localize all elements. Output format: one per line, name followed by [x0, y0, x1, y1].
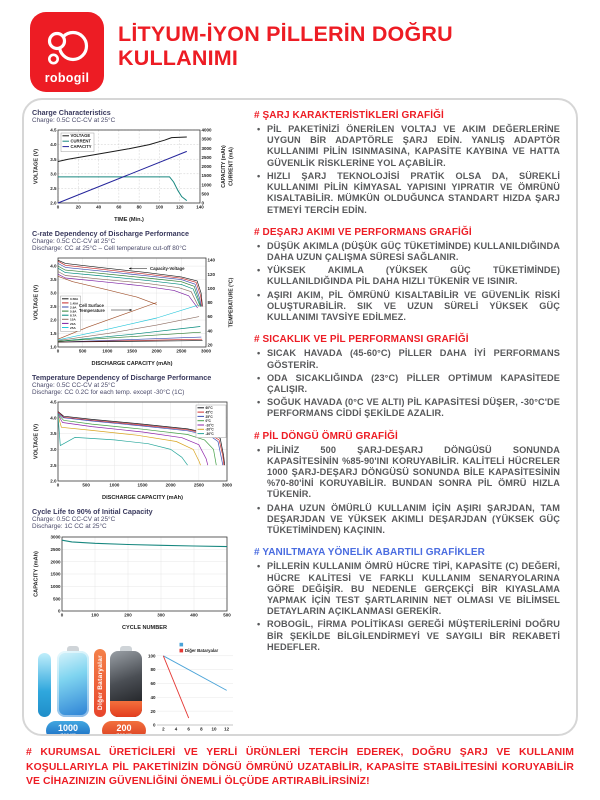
svg-text:1500: 1500 — [50, 571, 61, 577]
robogil-battery-image — [57, 651, 89, 717]
svg-text:0: 0 — [201, 200, 205, 206]
svg-text:4.0: 4.0 — [50, 142, 57, 148]
svg-text:2.0: 2.0 — [50, 317, 57, 323]
svg-text:2: 2 — [162, 726, 165, 732]
svg-text:CURRENT (mA): CURRENT (mA) — [228, 147, 235, 186]
svg-text:1000: 1000 — [109, 482, 120, 488]
svg-text:80: 80 — [150, 667, 156, 673]
svg-text:40: 40 — [96, 204, 102, 210]
svg-text:1500: 1500 — [201, 173, 212, 179]
svg-text:2500: 2500 — [193, 482, 204, 488]
svg-text:CYCLE NUMBER: CYCLE NUMBER — [121, 624, 168, 630]
svg-text:1000: 1000 — [102, 348, 113, 354]
svg-text:4.0: 4.0 — [50, 263, 57, 269]
svg-text:300: 300 — [157, 612, 165, 618]
svg-text:4: 4 — [174, 726, 178, 732]
section-heading: # ŞARJ KARAKTERİSTİKLERİ GRAFİĞİ — [254, 110, 444, 121]
section-misleading-charts — [254, 547, 560, 653]
svg-text:3000: 3000 — [201, 145, 212, 151]
charge-characteristics-block — [32, 108, 244, 222]
svg-text:CURRENT: CURRENT — [70, 138, 91, 144]
c-rate-discharge-chart — [32, 254, 236, 366]
svg-text:1.0: 1.0 — [50, 344, 57, 350]
svg-text:0.58A: 0.58A — [70, 297, 79, 302]
svg-text:TEMPERATURE (°C): TEMPERATURE (°C) — [228, 277, 235, 328]
svg-text:6: 6 — [187, 726, 190, 732]
svg-text:4000: 4000 — [201, 127, 212, 133]
svg-text:0: 0 — [152, 722, 156, 728]
good-cycles-value: 1000 — [57, 723, 79, 733]
svg-text:60: 60 — [207, 314, 213, 320]
svg-text:200: 200 — [124, 612, 132, 618]
svg-text:VOLTAGE (V): VOLTAGE (V) — [33, 148, 40, 185]
bullet: • ODA SICAKLIĞINDA (23°C) PİLLER OPTİMUM KAPASİTEDE ÇALIŞIR. — [267, 373, 560, 395]
section-discharge-performance — [254, 227, 560, 324]
svg-text:2.0: 2.0 — [50, 478, 57, 484]
header — [0, 0, 600, 98]
good-cycles-unit: dolum — [59, 733, 77, 736]
svg-text:140: 140 — [196, 204, 204, 210]
robogil-circles-icon — [44, 27, 90, 71]
svg-text:100: 100 — [155, 204, 164, 210]
svg-text:500: 500 — [52, 596, 61, 602]
svg-text:0: 0 — [56, 348, 60, 354]
chart-subtitle: Charge: 0.5C CC-CV at 25°C — [32, 382, 116, 389]
svg-text:0°C: 0°C — [205, 419, 211, 424]
svg-text:10: 10 — [211, 726, 217, 732]
svg-text:500: 500 — [201, 191, 210, 197]
section-heading: # PİL DÖNGÜ ÖMRÜ GRAFİĞİ — [254, 430, 398, 442]
svg-text:3.0: 3.0 — [50, 290, 57, 296]
svg-text:500: 500 — [78, 348, 87, 354]
temperature-discharge-block — [32, 373, 244, 500]
svg-text:3.0: 3.0 — [50, 171, 57, 177]
other-batteries-label-capsule — [94, 649, 106, 717]
svg-text:400: 400 — [190, 612, 198, 618]
svg-text:Cell Surface: Cell Surface — [79, 303, 104, 308]
svg-text:0: 0 — [56, 204, 60, 210]
svg-text:120: 120 — [207, 271, 216, 277]
svg-text:3.5: 3.5 — [50, 277, 57, 283]
svg-text:500: 500 — [223, 612, 231, 618]
svg-text:1500: 1500 — [137, 482, 148, 488]
low-charge-fill — [110, 701, 142, 717]
bullet: • PİLİNİZ 500 ŞARJ-DEŞARJ DÖNGÜSÜ SONUNDA KAPASİTESİNİN %85-90'INI KORUYABİLİR. KALİTELİ HÜCRELER 1000 ŞARJ-DEŞARJ DÖNGÜSÜ SONUNDA BİLE KAPASİTESİNİN %70-80'İNİ KORUYABİLİR. BUNDAN SONRA PİL ÖMRÜ HIZLA TÜKENİR. — [267, 445, 560, 501]
bullet: • DÜŞÜK AKIMLA (DÜŞÜK GÜÇ TÜKETİMİNDE) KULLANILDIĞINDA DAHA UZUN ÇALIŞMA SÜRESİ SAĞLANIR. — [267, 241, 560, 263]
bullet: • HIZLI ŞARJ TEKNOLOJİSİ PRATİK OLSA DA, SÜREKLİ KULLANIMI PİLİN KİMYASAL YAPISINI YIPRATIR VE ÖMRÜNÜ KISALTABİLİR. MÜMKÜN OLDUĞUNCA STANDART HIZDA ŞARJ ETMEYİ TERCİH EDİN. — [267, 171, 560, 216]
svg-text:VOLTAGE (V): VOLTAGE (V) — [33, 284, 40, 321]
svg-text:45°C: 45°C — [205, 410, 213, 415]
bullet: • DAHA UZUN ÖMÜRLÜ KULLANIM İÇİN AŞIRI ŞARJDAN, TAM DEŞARJDAN VE YÜKSEK AKIMLI DEŞARJDAN (YÜKSEK GÜÇ TÜKETİMİNDEN) KAÇININ. — [267, 503, 560, 537]
svg-text:-30°C: -30°C — [205, 432, 214, 436]
svg-text:2.9A: 2.9A — [70, 305, 77, 310]
svg-text:20A: 20A — [70, 321, 76, 326]
svg-text:1.5: 1.5 — [50, 331, 57, 337]
bullet: • YÜKSEK AKIMLA (YÜKSEK GÜÇ TÜKETİMİNDE) KULLANILDIĞINDA PİL DAHA HIZLI TÜKENİR VE ISINIR. — [267, 265, 560, 287]
bad-cycles-badge — [102, 721, 146, 736]
svg-text:500: 500 — [82, 482, 90, 488]
section-heading: # SICAKLIK VE PİL PERFORMANSI GRAFİĞİ — [254, 334, 469, 346]
svg-text:80: 80 — [136, 204, 142, 210]
svg-text:3.5: 3.5 — [50, 431, 57, 437]
svg-text:60: 60 — [116, 204, 122, 210]
chart-subtitle: Discharge: CC at 25°C – Cell temperature cut-off 80°C — [32, 245, 187, 252]
bad-cycles-unit: dolum — [115, 733, 133, 736]
svg-text:2000: 2000 — [201, 164, 212, 170]
svg-text:25A: 25A — [70, 325, 76, 330]
battery-comparison-graphic — [32, 637, 238, 736]
svg-text:TIME (Min.): TIME (Min.) — [114, 216, 144, 222]
svg-text:5.8A: 5.8A — [70, 309, 77, 314]
svg-text:Temperature: Temperature — [79, 308, 105, 313]
svg-text:CAPACITY: CAPACITY — [70, 144, 92, 149]
charge-characteristics-chart — [32, 126, 236, 222]
svg-text:2500: 2500 — [50, 546, 61, 552]
svg-text:1500: 1500 — [126, 348, 138, 354]
svg-text:40: 40 — [150, 694, 156, 700]
section-charge-characteristics — [254, 110, 560, 216]
footer-note: # KURUMSAL ÜRETİCİLERİ VE YERLİ ÜRÜNLERİ TERCİH EDEREK, DOĞRU ŞARJ VE KULLANIM KOŞULLARIYLA PİL PAKETİNİZİN DÖNGÜ ÖMRÜNÜ UZATABİLİR, KAPASİTE STABİLİTESİNİ KORUYABİLİR VE CİHAZINIZIN GÜVENLİĞİNİ ÖNEMLİ ÖLÇÜDE ARTIRABİLİRSİNİZ! — [26, 747, 574, 788]
other-battery-image — [110, 651, 142, 717]
chart-subtitle: Charge: 0.5C CC-CV at 25°C — [32, 516, 116, 523]
svg-text:0: 0 — [57, 608, 61, 614]
section-cycle-life — [254, 431, 560, 537]
page-title: LİTYUM-İYON PİLLERİN DOĞRU KULLANIMI — [118, 22, 453, 71]
good-cycles-badge — [46, 721, 90, 736]
svg-text:CAPACITY (mAh): CAPACITY (mAh) — [33, 551, 40, 597]
content-card — [22, 98, 578, 736]
svg-text:-20°C: -20°C — [205, 427, 214, 432]
bullet: • SICAK HAVADA (45-60°C) PİLLER DAHA İYİ PERFORMANS GÖSTERİR. — [267, 348, 560, 370]
svg-text:2.0: 2.0 — [50, 200, 57, 206]
svg-text:80: 80 — [207, 300, 213, 306]
svg-text:20: 20 — [207, 342, 213, 348]
svg-text:20: 20 — [75, 204, 81, 210]
svg-text:3000: 3000 — [200, 348, 212, 354]
svg-text:140: 140 — [207, 257, 216, 263]
svg-text:3.5: 3.5 — [50, 156, 57, 162]
svg-text:2000: 2000 — [165, 482, 176, 488]
svg-text:1000: 1000 — [50, 583, 61, 589]
svg-text:3000: 3000 — [221, 482, 233, 488]
svg-text:3000: 3000 — [50, 534, 61, 540]
blue-capsule — [38, 653, 51, 717]
svg-text:DISCHARGE CAPACITY (mAh): DISCHARGE CAPACITY (mAh) — [102, 494, 183, 500]
svg-text:2.5: 2.5 — [50, 304, 57, 310]
c-rate-discharge-block — [32, 229, 244, 366]
svg-text:2.5: 2.5 — [50, 186, 57, 191]
chart-subtitle: Discharge: 1C CC at 25°C — [32, 523, 107, 530]
svg-text:2000: 2000 — [151, 348, 162, 354]
svg-text:Diğer Bataryalar: Diğer Bataryalar — [185, 648, 219, 654]
svg-text:1.45A: 1.45A — [70, 301, 79, 306]
svg-text:8.7A: 8.7A — [70, 313, 77, 318]
svg-text:Capacity-Voltage: Capacity-Voltage — [150, 266, 185, 271]
section-temperature-performance — [254, 334, 560, 419]
section-heading: # DEŞARJ AKIMI VE PERFORMANS GRAFİĞİ — [254, 226, 472, 238]
svg-text:2500: 2500 — [176, 348, 187, 354]
chart-title: C-rate Dependency of Discharge Performance — [32, 229, 189, 238]
bullet: • ROBOGİL, FİRMA POLİTİKASI GEREĞİ MÜŞTERİLERİNİ DOĞRU BİR ŞEKİLDE BİLGİLENDİRMEYİ VE SAYGILI BİR REKABETİ HEDEFLER. — [267, 619, 560, 653]
section-heading: # YANILTMAYA YÖNELİK ABARTILI GRAFİKLER — [254, 547, 485, 559]
svg-text:VOLTAGE: VOLTAGE — [70, 133, 91, 139]
svg-text:VOLTAGE (V): VOLTAGE (V) — [33, 423, 40, 460]
svg-text:100: 100 — [207, 285, 216, 291]
bullet: • PİLLERİN KULLANIM ÖMRÜ HÜCRE TİPİ, KAPASİTE (C) DEĞERİ, HÜCRE KALİTESİ VE FARKLI KULLANIM SENARYOLARINA GÖRE DEĞİŞİR. BU NEDENLE GERÇEKÇİ BİR KIYASLAMA YAPMAK İÇİN TEST ŞARTLARININ NET OLMASI VE BİLİMSEL DETAYLARIN AÇIKLANMASI GEREKİR. — [267, 561, 560, 617]
logo-text: robogil — [44, 71, 90, 85]
chart-title: Charge Characteristics — [32, 108, 111, 117]
svg-text:4.0: 4.0 — [50, 415, 57, 421]
temperature-discharge-chart — [32, 398, 236, 500]
cycle-life-block — [32, 507, 244, 630]
svg-text:0: 0 — [56, 482, 60, 488]
svg-text:100: 100 — [91, 612, 99, 618]
svg-text:2500: 2500 — [201, 154, 212, 160]
robogil-logo — [30, 12, 104, 92]
svg-text:100: 100 — [147, 653, 156, 659]
cycle-life-chart — [32, 532, 236, 630]
chart-subtitle: Charge: 0.5C CC-CV at 25°C — [32, 238, 116, 245]
svg-text:0: 0 — [60, 612, 64, 618]
bullet: • AŞIRI AKIM, PİL ÖMRÜNÜ KISALTABİLİR VE GÜVENLİK RİSKİ OLUŞTURABİLİR. SIK VE UZUN SÜRELİ YÜKSEK GÜÇ KULLANIMI TAVSİYE EDİLMEZ. — [267, 290, 560, 324]
text-column — [252, 108, 566, 728]
chart-title: Temperature Dependency of Discharge Performance — [32, 373, 212, 382]
bullet: • SOĞUK HAVADA (0°C VE ALTI) PİL KAPASİTESİ DÜŞER, -30°C'DE PERFORMANS CİDDİ ŞEKİLDE AZALIR. — [267, 397, 560, 419]
svg-text:2000: 2000 — [50, 559, 61, 565]
bad-cycles-value: 200 — [116, 723, 132, 733]
svg-text:20: 20 — [150, 708, 156, 714]
svg-text:3.0: 3.0 — [50, 447, 57, 452]
svg-text:1000: 1000 — [201, 182, 212, 188]
svg-text:60°C: 60°C — [205, 406, 213, 411]
svg-text:DISCHARGE CAPACITY (mAh): DISCHARGE CAPACITY (mAh) — [91, 360, 173, 366]
chart-subtitle: Discharge: CC 0.2C for each temp. except -30°C (1C) — [32, 389, 185, 396]
chart-title: Cycle Life to 90% of Initial Capacity — [32, 507, 153, 516]
svg-text:CAPACITY (mAh): CAPACITY (mAh) — [221, 145, 227, 188]
svg-text:4.5: 4.5 — [50, 399, 57, 405]
battery-comparison-chart — [144, 641, 236, 736]
charts-column — [32, 108, 244, 736]
svg-text:25°C: 25°C — [205, 414, 213, 419]
svg-text:40: 40 — [207, 328, 213, 334]
svg-text:4.5: 4.5 — [50, 127, 57, 133]
svg-text:-10°C: -10°C — [205, 423, 214, 428]
svg-text:60: 60 — [150, 681, 156, 687]
chart-subtitle: Charge: 0.5C CC-CV at 25°C — [32, 117, 116, 124]
svg-text:3500: 3500 — [201, 136, 212, 142]
other-batteries-vertical-label: Diğer Bataryalar — [96, 655, 104, 711]
svg-text:12: 12 — [224, 726, 230, 732]
svg-text:15A: 15A — [70, 317, 76, 322]
bullet: • PİL PAKETİNİZİ ÖNERİLEN VOLTAJ VE AKIM DEĞERLERİNE UYGUN BİR ADAPTÖRLE ŞARJ EDİN. YANLIŞ ADAPTÖR KULLANIMI PİLİN ISINMASINA, KAPASİTE KAYBINA VE HATTA GÜVENLİK RİSKLERİNE YOL AÇABİLİR. — [267, 124, 560, 169]
svg-text:8: 8 — [200, 726, 203, 732]
svg-text:2.5: 2.5 — [50, 462, 57, 468]
svg-text:120: 120 — [175, 204, 184, 210]
